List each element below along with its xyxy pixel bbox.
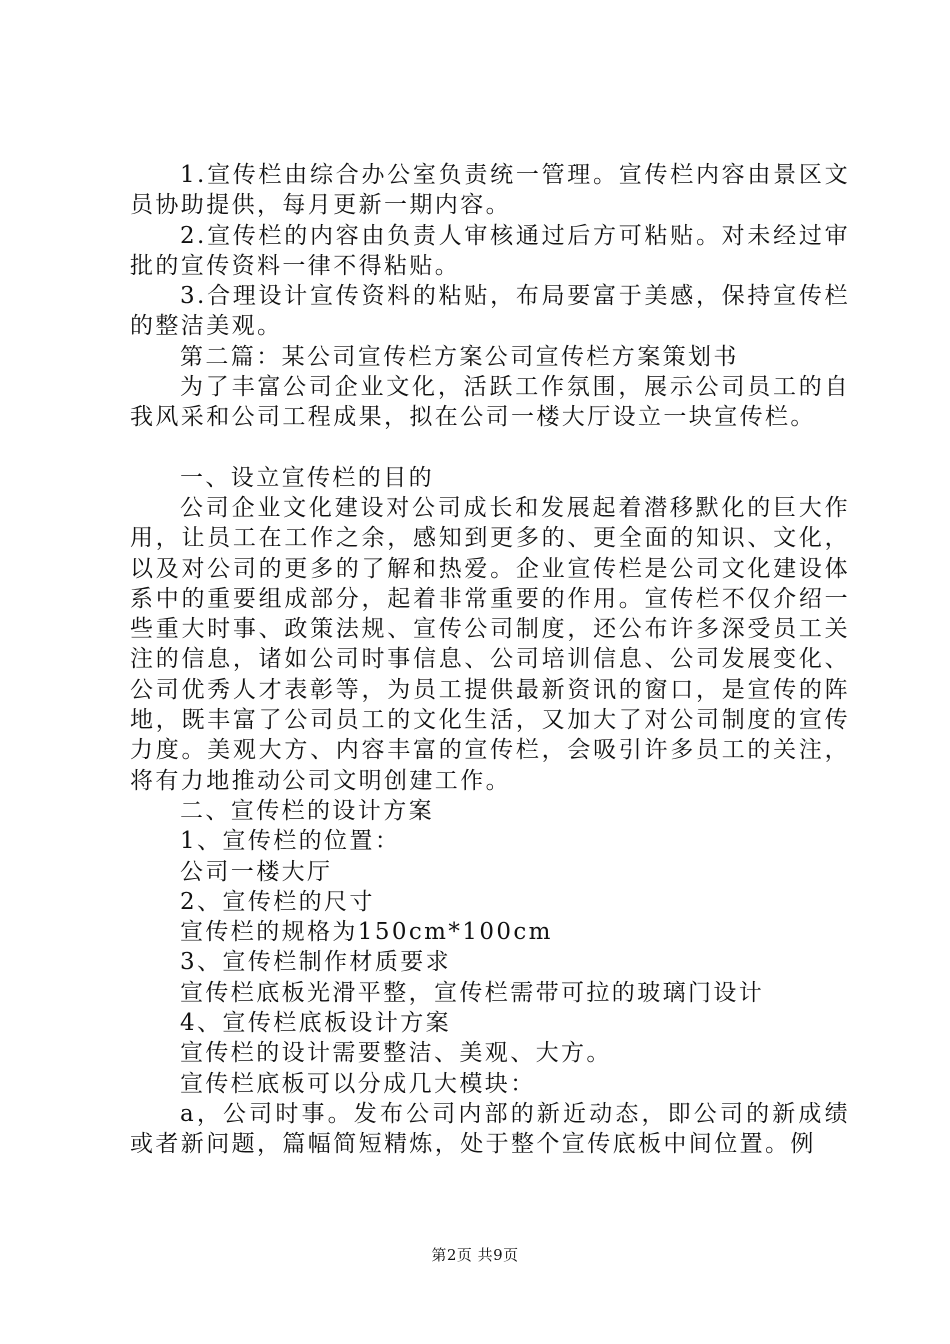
- heading-purpose: 一、设立宣传栏的目的: [180, 464, 434, 491]
- paragraph-intro: 为了丰富公司企业文化，活跃工作氛围，展示公司员工的自我风采和公司工程成果，拟在公司一楼大厅设立一块宣传栏。: [130, 374, 850, 431]
- blank-line: [130, 433, 850, 463]
- item-board-text-1: 宣传栏的设计需要整洁、美观、大方。: [180, 1040, 612, 1067]
- item-location-text: 公司一楼大厅: [180, 858, 333, 885]
- item-board-heading: 4、宣传栏底板设计方案: [180, 1010, 452, 1037]
- section-title: 第二篇：某公司宣传栏方案公司宣传栏方案策划书: [180, 343, 739, 370]
- item-location-heading: 1、宣传栏的位置：: [180, 828, 401, 855]
- item-size-text: 宣传栏的规格为150cm*100cm: [180, 919, 553, 946]
- paragraph-rule-2: 2.宣传栏的内容由负责人审核通过后方可粘贴。对未经过审批的宣传资料一律不得粘贴。: [130, 222, 850, 279]
- paragraph-rule-1: 1.宣传栏由综合办公室负责统一管理。宣传栏内容由景区文员协助提供，每月更新一期内容。: [130, 162, 850, 219]
- item-material-text: 宣传栏底板光滑平整，宣传栏需带可拉的玻璃门设计: [180, 979, 765, 1006]
- document-body: [130, 160, 850, 1160]
- paragraph-rule-3: 3.合理设计宣传资料的粘贴，布局要富于美感，保持宣传栏的整洁美观。: [130, 283, 850, 340]
- item-material-heading: 3、宣传栏制作材质要求: [180, 949, 452, 976]
- item-board-module-a: a，公司时事。发布公司内部的新近动态，即公司的新成绩或者新问题，篇幅简短精炼，处于整个宣传底板中间位置。例: [130, 1100, 850, 1158]
- page-footer: 第2页 共9页: [431, 1246, 519, 1264]
- heading-design-plan: 二、宣传栏的设计方案: [180, 797, 434, 824]
- paragraph-purpose: 公司企业文化建设对公司成长和发展起着潜移默化的巨大作用，让员工在工作之余，感知到更多的、更全面的知识、文化，以及对公司的更多的了解和热爱。企业宣传栏是公司文化建设体系中的重要组成部分，起着非常重要的作用。宣传栏不仅介绍一些重大时事、政策法规、宣传公司制度，还公布许多深受员工关注的信息，诸如公司时事信息、公司培训信息、公司发展变化、公司优秀人才表彰等，为员工提供最新资讯的窗口，是宣传的阵地，既丰富了公司员工的文化生活，又加大了对公司制度的宣传力度。美观大方、内容丰富的宣传栏，会吸引许多员工的关注，将有力地推动公司文明创建工作。: [130, 494, 850, 794]
- item-size-heading: 2、宣传栏的尺寸: [180, 888, 375, 915]
- item-board-text-2: 宣传栏底板可以分成几大模块：: [180, 1070, 536, 1097]
